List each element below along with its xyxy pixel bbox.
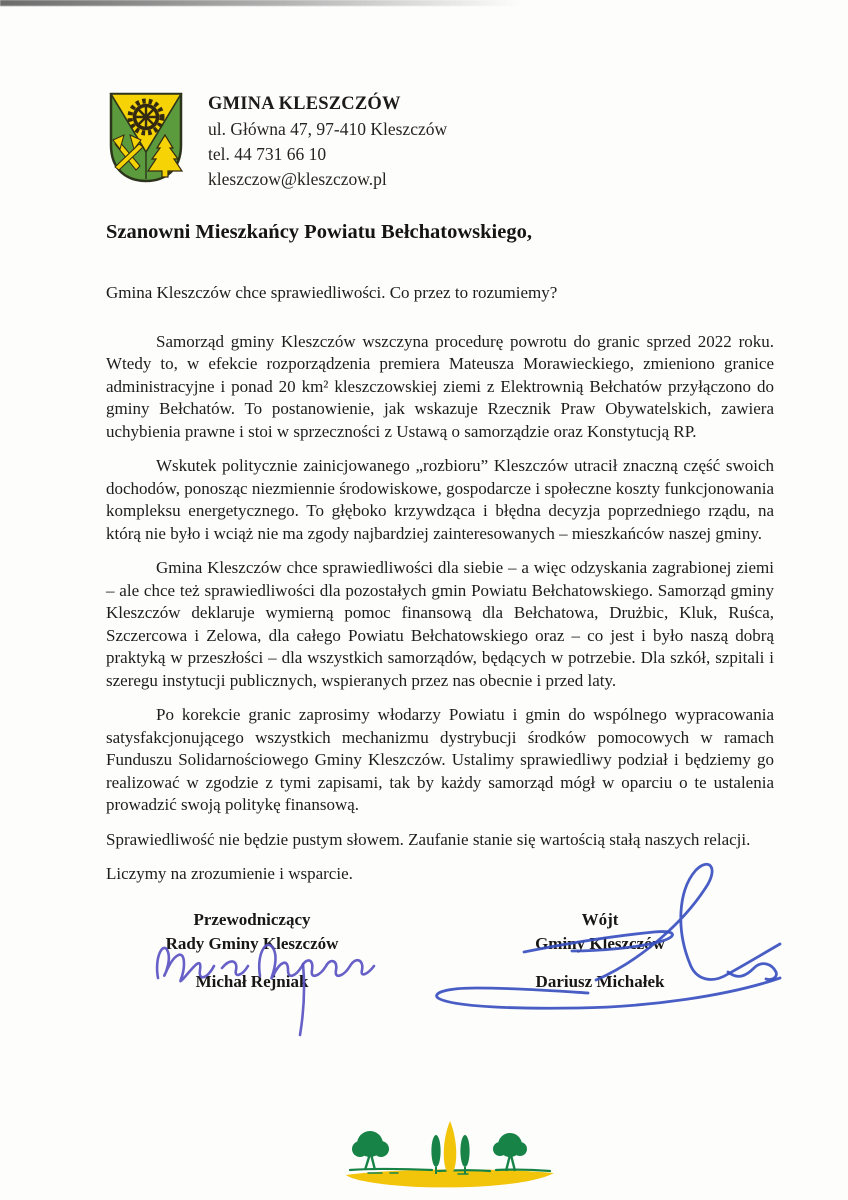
letterhead-text	[208, 90, 447, 192]
closing-line-1: Sprawiedliwość nie będzie pustym słowem. Zaufanie stanie się wartością stałą naszych relacji.	[106, 829, 751, 849]
signature-block-mayor	[480, 908, 720, 992]
mayor-title-line2: Gminy Kleszczów	[535, 934, 665, 953]
cypress-yellow-center	[444, 1121, 457, 1175]
letterhead	[107, 90, 447, 192]
scan-artifact	[0, 0, 520, 6]
cypress-green-left	[431, 1135, 440, 1167]
paragraph-1: Samorząd gminy Kleszczów wszczyna procedurę powrotu do granic sprzed 2022 roku. Wtedy to, w efekcie rozporządzenia premiera Mateusza Morawieckiego, zmieniono granice administracyjne i ponad 20 km² kleszczowskiej ziemi z Elektrownią Bełchatów przyłączono do gminy Bełchatów. To postanowienie, jak wskazuje Rzecznik Praw Obywatelskich, zawiera uchybienia prawne i stoi w sprzeczności z Ustawą o samorządzie oraz Konstytucją RP.	[106, 331, 774, 441]
org-email: kleszczow@kleszczow.pl	[208, 169, 387, 189]
chairman-title-line2: Rady Gminy Kleszczów	[165, 934, 339, 953]
org-address: ul. Główna 47, 97-410 Kleszczów	[208, 119, 448, 139]
signature-block-chairman	[132, 908, 372, 992]
letter-body	[106, 218, 774, 886]
salutation: Szanowni Mieszkańcy Powiatu Bełchatowskiego,	[106, 221, 532, 243]
intro-line: Gmina Kleszczów chce sprawiedliwości. Co przez to rozumiemy?	[106, 283, 558, 302]
round-tree-left	[352, 1131, 389, 1170]
paragraph-3: Gmina Kleszczów chce sprawiedliwości dla siebie – a więc odzyskania zagrabionej ziemi – ale chce też sprawiedliwości dla pozostałych gmin Powiatu Bełchatowskiego. Samorząd gminy Kleszczów deklaruje wymierną pomoc finansową dla Bełchatowa, Drużbic, Kluk, Ruśca, Szczercowa i Zelowa, dla całego Powiatu Bełchatowskiego oraz – co jest i było naszą dobrą praktyką w przeszłości – dla wszystkich samorządów, będących w potrzebie. Dla szkół, szpitali i szeregu instytucji publicznych, wspieranych przez nas obecnie i przed laty.	[106, 558, 774, 690]
mayor-name: Dariusz Michałek	[535, 972, 665, 991]
cypress-green-right	[460, 1135, 469, 1167]
trees-landscape-icon	[338, 1118, 562, 1190]
chairman-name: Michał Rejniak	[195, 972, 309, 991]
paragraph-2: Wskutek politycznie zainicjowanego „rozbioru” Kleszczów utracił znaczną część swoich dochodów, ponosząc niezmiennie środowiskowe, gospodarcze i społeczne koszty funkcjonowania kompleksu energetycznego. To głęboko krzywdząca i błędna decyzja poprzedniego rządu, na którą nie było i wciąż nie ma zgody najbardziej zainteresowanych – mieszkańców naszej gminy.	[106, 456, 774, 543]
chairman-title-line1: Przewodniczący	[193, 910, 311, 929]
org-phone: tel. 44 731 66 10	[208, 144, 327, 164]
round-tree-right	[493, 1133, 527, 1171]
coat-of-arms-icon	[107, 90, 185, 185]
closing-line-2: Liczymy na zrozumienie i wsparcie.	[106, 864, 353, 883]
mayor-title-line1: Wójt	[581, 910, 619, 929]
paragraph-4: Po korekcie granic zaprosimy włodarzy Powiatu i gmin do wspólnego wypracowania satysfakcjonującego wszystkich mechanizmu dystrybucji środków pomocowych w ramach Funduszu Solidarnościowego Gminy Kleszczów. Ustalimy sprawiedliwy podział i będziemy go realizować w zgodzie z tymi zapisami, tak by każdy samorząd mógł w oparciu o te ustalenia prowadzić swoją politykę finansową.	[106, 705, 774, 814]
org-name: GMINA KLESZCZÓW	[208, 94, 401, 114]
